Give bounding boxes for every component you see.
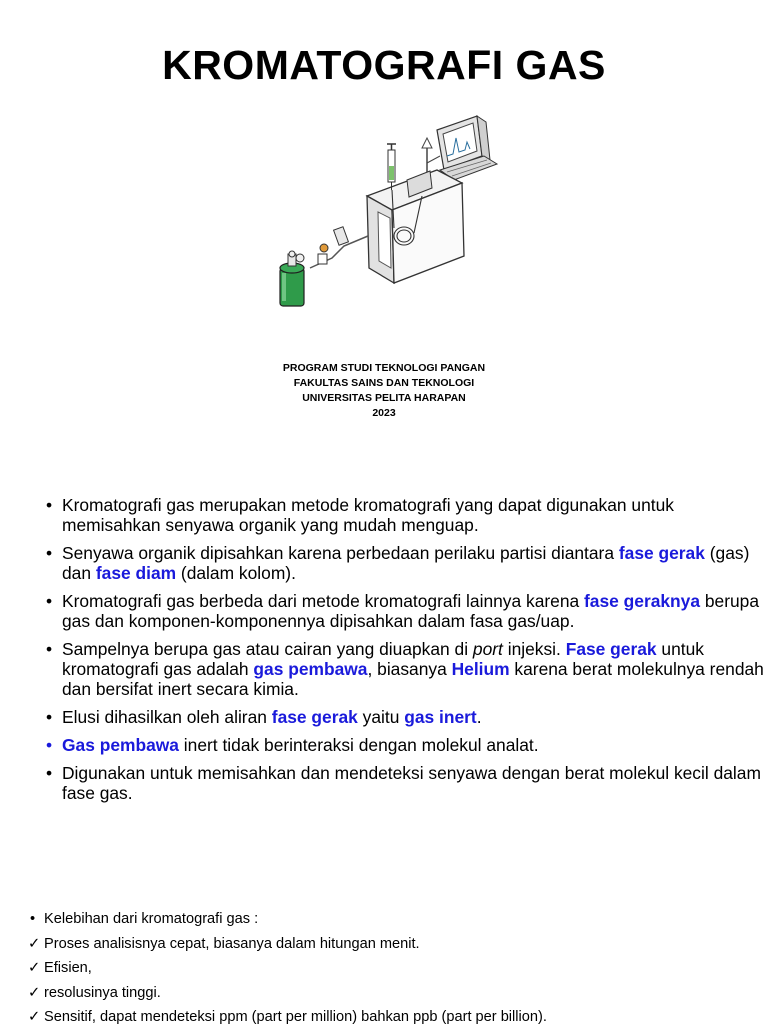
bullet-item xyxy=(44,543,764,583)
advantage-item xyxy=(28,956,766,981)
bullet-dot: • xyxy=(30,911,36,927)
bullet-dot: • xyxy=(46,543,53,563)
bullet-text: , biasanya xyxy=(367,659,452,679)
slide-title: KROMATOGRAFI GAS xyxy=(162,42,606,88)
bullet-text: Kromatografi gas berbeda dari metode kromatografi lainnya karena xyxy=(62,591,585,611)
bullet-text: injeksi. xyxy=(502,639,566,659)
bullet-dot: • xyxy=(46,591,53,611)
gas-cylinder-icon xyxy=(280,251,304,306)
advantage-item xyxy=(28,932,766,957)
highlighted-term: Fase gerak xyxy=(565,639,657,659)
checkmark-icon: ✓ xyxy=(28,984,41,1001)
advantages-section xyxy=(28,907,766,1030)
advantage-text: Sensitif, dapat mendeteksi ppm (part per million) bahkan ppb (part per billion). xyxy=(44,1009,547,1025)
highlighted-term: Gas pembawa xyxy=(62,735,179,755)
advantages-intro xyxy=(28,907,766,932)
bullet-text: Kromatografi gas merupakan metode kromatografi yang dapat digunakan untuk memisahkan senyawa organik yang mudah menguap. xyxy=(62,495,674,535)
advantage-text: Efisien, xyxy=(44,960,92,976)
bullet-item xyxy=(44,707,764,727)
institution-block xyxy=(0,361,768,421)
highlighted-term: fase gerak xyxy=(618,543,705,563)
advantage-text: resolusinya tinggi. xyxy=(44,984,161,1001)
institution-line: FAKULTAS SAINS DAN TEKNOLOGI xyxy=(293,377,475,389)
syringe-icon xyxy=(387,144,396,190)
bullet-dot: • xyxy=(46,735,53,755)
bullet-text: (dalam kolom). xyxy=(176,563,296,583)
highlighted-term: fase geraknya xyxy=(584,591,701,611)
institution-line: UNIVERSITAS PELITA HARAPAN xyxy=(302,392,466,404)
highlighted-term: Helium xyxy=(451,659,510,679)
bullet-text: untuk kromatografi gas adalah xyxy=(62,639,704,679)
bullet-text: Sampelnya berupa gas atau cairan yang diuapkan di xyxy=(62,639,473,659)
bullet-item xyxy=(44,591,764,631)
bullet-dot: • xyxy=(46,495,53,515)
bullet-text: port xyxy=(472,639,503,659)
bullet-item xyxy=(44,735,764,755)
highlighted-term: gas inert xyxy=(404,707,477,727)
bullet-text: karena berat molekulnya rendah dan bersifat inert secara kimia. xyxy=(62,659,764,699)
bullet-text: inert tidak berinteraksi dengan molekul analat. xyxy=(178,735,539,755)
advantage-text: Proses analisisnya cepat, biasanya dalam hitungan menit. xyxy=(44,935,420,952)
bullet-dot: • xyxy=(46,763,53,783)
bullet-item xyxy=(44,763,764,803)
highlighted-term: fase diam xyxy=(95,563,177,583)
bullet-text: berupa gas dan komponen-komponennya dipisahkan dalam fasa gas/uap. xyxy=(62,591,760,631)
bullet-list xyxy=(44,495,764,811)
bullet-text: yaitu xyxy=(357,707,405,727)
bullet-text: Elusi dihasilkan oleh aliran xyxy=(62,707,272,727)
bullet-item xyxy=(44,639,764,699)
bullet-item xyxy=(44,495,764,535)
advantage-item xyxy=(28,1005,766,1030)
gas-chromatograph-icon xyxy=(272,108,502,313)
computer-icon xyxy=(437,116,497,180)
bullet-text: Digunakan untuk memisahkan dan mendeteksi senyawa dengan berat molekul kecil dalam fase gas. xyxy=(62,763,761,803)
highlighted-term: gas pembawa xyxy=(253,659,368,679)
institution-line: PROGRAM STUDI TEKNOLOGI PANGAN xyxy=(282,362,486,374)
bullet-text: . xyxy=(476,707,482,727)
checkmark-icon: ✓ xyxy=(28,1009,41,1025)
bullet-dot: • xyxy=(46,639,53,659)
advantage-item xyxy=(28,981,766,1006)
bullet-text: (gas) dan xyxy=(62,543,750,583)
highlighted-term: fase gerak xyxy=(271,707,358,727)
advantages-intro-text: Kelebihan dari kromatografi gas : xyxy=(44,911,259,927)
bullet-dot: • xyxy=(46,707,53,727)
bullet-text: Senyawa organik dipisahkan karena perbedaan perilaku partisi diantara xyxy=(62,543,619,563)
institution-line: 2023 xyxy=(372,407,396,419)
checkmark-icon: ✓ xyxy=(28,935,41,952)
checkmark-icon: ✓ xyxy=(28,960,41,976)
